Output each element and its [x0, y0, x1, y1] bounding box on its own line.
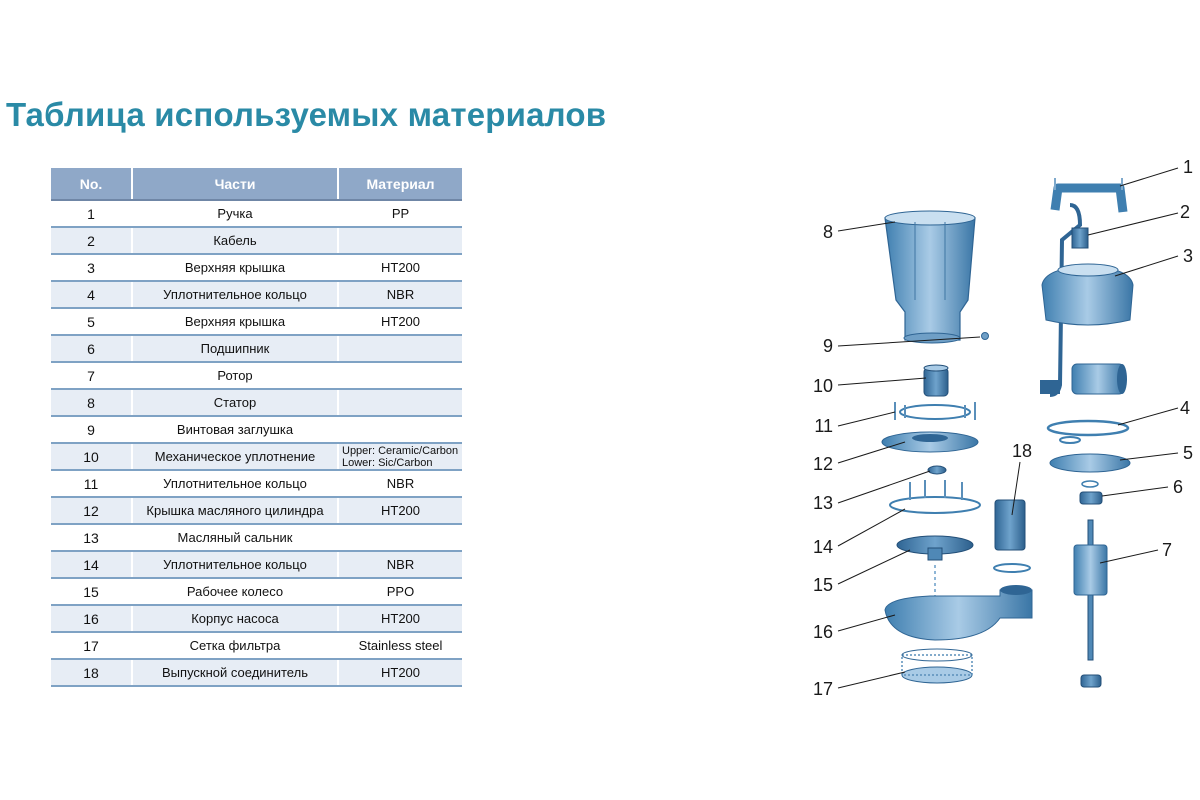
- part-12-oil-cylinder-cover: [882, 432, 978, 452]
- row-part: Корпус насоса: [132, 605, 338, 632]
- callout-13: 13: [812, 493, 833, 513]
- row-number: 11: [51, 470, 132, 497]
- row-material: [338, 416, 462, 443]
- row-part: Винтовая заглушка: [132, 416, 338, 443]
- callout-7: 7: [1162, 540, 1173, 560]
- row-part: Верхняя крышка: [132, 254, 338, 281]
- row-material: HT200: [338, 605, 462, 632]
- part-1-handle: [1055, 178, 1123, 212]
- callout-1: 1: [1183, 157, 1194, 177]
- part-11-o-ring: [895, 402, 975, 420]
- header-no: No.: [51, 168, 132, 200]
- callout-18: 18: [1011, 441, 1033, 461]
- table-row: [51, 605, 462, 632]
- table-row: [51, 632, 462, 659]
- row-part: Верхняя крышка: [132, 308, 338, 335]
- row-part: Уплотнительное кольцо: [132, 470, 338, 497]
- row-material: HT200: [338, 497, 462, 524]
- row-material: [338, 389, 462, 416]
- row-part: Выпускной соединитель: [132, 659, 338, 686]
- table-row: [51, 281, 462, 308]
- callout-5: 5: [1183, 443, 1194, 463]
- callout-11: 11: [814, 416, 833, 436]
- part-14-o-ring: [890, 480, 980, 513]
- row-material: [338, 335, 462, 362]
- row-number: 14: [51, 551, 132, 578]
- callout-9: 9: [822, 336, 833, 356]
- table-row: [51, 389, 462, 416]
- table-row: [51, 578, 462, 605]
- table-row: [51, 200, 462, 227]
- part-10-mechanical-seal: [924, 365, 948, 396]
- row-part: Механическое уплотнение: [132, 443, 338, 470]
- callout-12: 12: [812, 454, 833, 474]
- row-part: Ротор: [132, 362, 338, 389]
- row-number: 9: [51, 416, 132, 443]
- capacitor: [1072, 364, 1127, 394]
- part-8-stator: [885, 211, 975, 343]
- callout-6: 6: [1173, 477, 1184, 497]
- table-row: [51, 362, 462, 389]
- page-title: Таблица используемых материалов: [6, 96, 607, 133]
- callout-10: 10: [812, 376, 833, 396]
- row-number: 6: [51, 335, 132, 362]
- callout-8: 8: [822, 222, 833, 242]
- row-material: NBR: [338, 551, 462, 578]
- row-part: Рабочее колесо: [132, 578, 338, 605]
- row-material: NBR: [338, 281, 462, 308]
- callout-3: 3: [1183, 246, 1194, 266]
- row-material: [338, 443, 462, 470]
- material-line: Lower: Sic/Carbon: [342, 456, 433, 469]
- row-part: Кабель: [132, 227, 338, 254]
- row-number: 2: [51, 227, 132, 254]
- row-number: 12: [51, 497, 132, 524]
- row-part: Уплотнительное кольцо: [132, 551, 338, 578]
- row-material: HT200: [338, 308, 462, 335]
- row-number: 3: [51, 254, 132, 281]
- table-row: [51, 551, 462, 578]
- part-3-top-cover: [1042, 264, 1133, 325]
- row-part: Статор: [132, 389, 338, 416]
- row-number: 17: [51, 632, 132, 659]
- table-row: [51, 308, 462, 335]
- header-part: Части: [132, 168, 338, 200]
- row-part: Ручка: [132, 200, 338, 227]
- row-part: Масляный сальник: [132, 524, 338, 551]
- exploded-pump-diagram: [790, 150, 1200, 710]
- table-header-row: [51, 168, 462, 200]
- part-7-rotor: [1074, 520, 1107, 687]
- table-row: [51, 659, 462, 686]
- callout-16: 16: [812, 622, 833, 642]
- table-row: [51, 443, 462, 470]
- part-4-o-ring: [1048, 421, 1128, 435]
- header-material: Материал: [338, 168, 462, 200]
- row-material: HT200: [338, 659, 462, 686]
- row-number: 16: [51, 605, 132, 632]
- row-material: [338, 362, 462, 389]
- callout-2: 2: [1180, 202, 1191, 222]
- row-part: Подшипник: [132, 335, 338, 362]
- row-number: 13: [51, 524, 132, 551]
- row-material: PPO: [338, 578, 462, 605]
- table-row: [51, 470, 462, 497]
- part-6-bearing: [1080, 481, 1102, 504]
- row-part: Сетка фильтра: [132, 632, 338, 659]
- part-13-oil-seal: [928, 466, 946, 474]
- callout-17: 17: [812, 679, 833, 699]
- row-number: 7: [51, 362, 132, 389]
- part-15-impeller: [897, 536, 973, 605]
- row-material: HT200: [338, 254, 462, 281]
- row-material: NBR: [338, 470, 462, 497]
- row-material: PP: [338, 200, 462, 227]
- table-row: [51, 497, 462, 524]
- row-part: Крышка масляного цилиндра: [132, 497, 338, 524]
- row-number: 1: [51, 200, 132, 227]
- row-material: [338, 524, 462, 551]
- part-9-screw-plug: [982, 333, 989, 340]
- row-number: 4: [51, 281, 132, 308]
- part-16-pump-body: [885, 585, 1032, 640]
- row-number: 5: [51, 308, 132, 335]
- table-row: [51, 416, 462, 443]
- part-5-cover-plate: [1050, 454, 1130, 472]
- part-17-filter-screen: [902, 649, 972, 683]
- row-number: 15: [51, 578, 132, 605]
- table-row: [51, 335, 462, 362]
- part-18-outlet-connector: [994, 500, 1030, 572]
- table-row: [51, 254, 462, 281]
- row-number: 10: [51, 443, 132, 470]
- row-part: Уплотнительное кольцо: [132, 281, 338, 308]
- callout-4: 4: [1180, 398, 1191, 418]
- table-row: [51, 227, 462, 254]
- material-line: Upper: Ceramic/Carbon: [342, 444, 459, 457]
- row-material: [338, 227, 462, 254]
- row-number: 8: [51, 389, 132, 416]
- row-material: Stainless steel: [338, 632, 462, 659]
- table-row: [51, 524, 462, 551]
- callout-15: 15: [812, 575, 833, 595]
- small-ring: [1060, 437, 1080, 443]
- callout-14: 14: [812, 537, 833, 557]
- materials-table: [51, 168, 462, 687]
- row-number: 18: [51, 659, 132, 686]
